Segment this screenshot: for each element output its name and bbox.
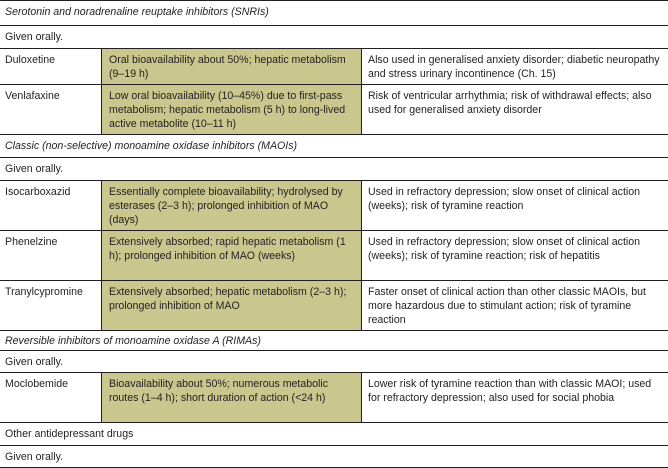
- notes-cell: Also used in generalised anxiety disorder; diabetic neuropathy and stress urinary incontinence (Ch. 15): [368, 54, 660, 80]
- section-heading-snri: [0, 0, 668, 25]
- table-row: [0, 84, 668, 134]
- table-row: [0, 280, 668, 330]
- section-heading-text: Reversible inhibitors of monoamine oxidase A (RIMAs): [5, 335, 261, 347]
- route-row: [0, 445, 668, 467]
- drug-name: Duloxetine: [5, 54, 56, 66]
- route-text: Given orally.: [5, 451, 64, 463]
- table-row: [0, 180, 668, 230]
- drug-name: Phenelzine: [5, 236, 58, 248]
- route-row: [0, 25, 668, 48]
- section-heading-text: Serotonin and noradrenaline reuptake inhibitors (SNRIs): [5, 6, 269, 18]
- notes-cell: Used in refractory depression; slow onset of clinical action (weeks); risk of tyramine reaction; risk of hepatitis: [368, 236, 641, 262]
- table-row: [0, 48, 668, 84]
- pharmacokinetics-cell: Bioavailability about 50%; numerous metabolic routes (1–4 h); short duration of action (<24 h): [101, 373, 362, 422]
- route-row: [0, 157, 668, 180]
- drug-name: Venlafaxine: [5, 90, 60, 102]
- drug-name: Tranylcypromine: [5, 286, 83, 298]
- pharmacokinetics-cell: Low oral bioavailability (10–45%) due to first-pass metabolism; hepatic metabolism (5 h) to long-lived active metabolite (10–11 h): [101, 85, 362, 134]
- pharmacokinetics-cell: Extensively absorbed; rapid hepatic metabolism (1 h); prolonged inhibition of MAO (weeks): [101, 231, 362, 280]
- route-row: [0, 350, 668, 372]
- notes-cell: Faster onset of clinical action than other classic MAOIs, but more hazardous due to stimulant action; risk of tyramine reaction: [368, 286, 646, 326]
- section-heading-maoi: [0, 134, 668, 157]
- notes-cell: Used in refractory depression; slow onset of clinical action (weeks); risk of tyramine reaction: [368, 186, 641, 212]
- route-text: Given orally.: [5, 356, 64, 368]
- route-text: Given orally.: [5, 163, 64, 175]
- section-heading-text: Other antidepressant drugs: [5, 428, 134, 440]
- pharmacokinetics-cell: Essentially complete bioavailability; hydrolysed by esterases (2–3 h); prolonged inhibition of MAO (days): [101, 181, 362, 230]
- section-heading-other: [0, 422, 668, 445]
- pharmacokinetics-cell: Oral bioavailability about 50%; hepatic metabolism (9–19 h): [101, 49, 362, 84]
- section-heading-rima: [0, 330, 668, 350]
- drug-name: Moclobemide: [5, 378, 69, 390]
- table-row: [0, 372, 668, 422]
- notes-cell: Lower risk of tyramine reaction than with classic MAOI; used for refractory depression; also used for social phobia: [368, 378, 652, 404]
- pharmacokinetics-cell: Extensively absorbed; hepatic metabolism (2–3 h); prolonged inhibition of MAO: [101, 281, 362, 330]
- table-row: [0, 230, 668, 280]
- section-heading-text: Classic (non-selective) monoamine oxidase inhibitors (MAOIs): [5, 140, 298, 152]
- notes-cell: Risk of ventricular arrhythmia; risk of withdrawal effects; also used for generalised anxiety disorder: [368, 90, 652, 116]
- drug-name: Isocarboxazid: [5, 186, 71, 198]
- route-text: Given orally.: [5, 31, 64, 43]
